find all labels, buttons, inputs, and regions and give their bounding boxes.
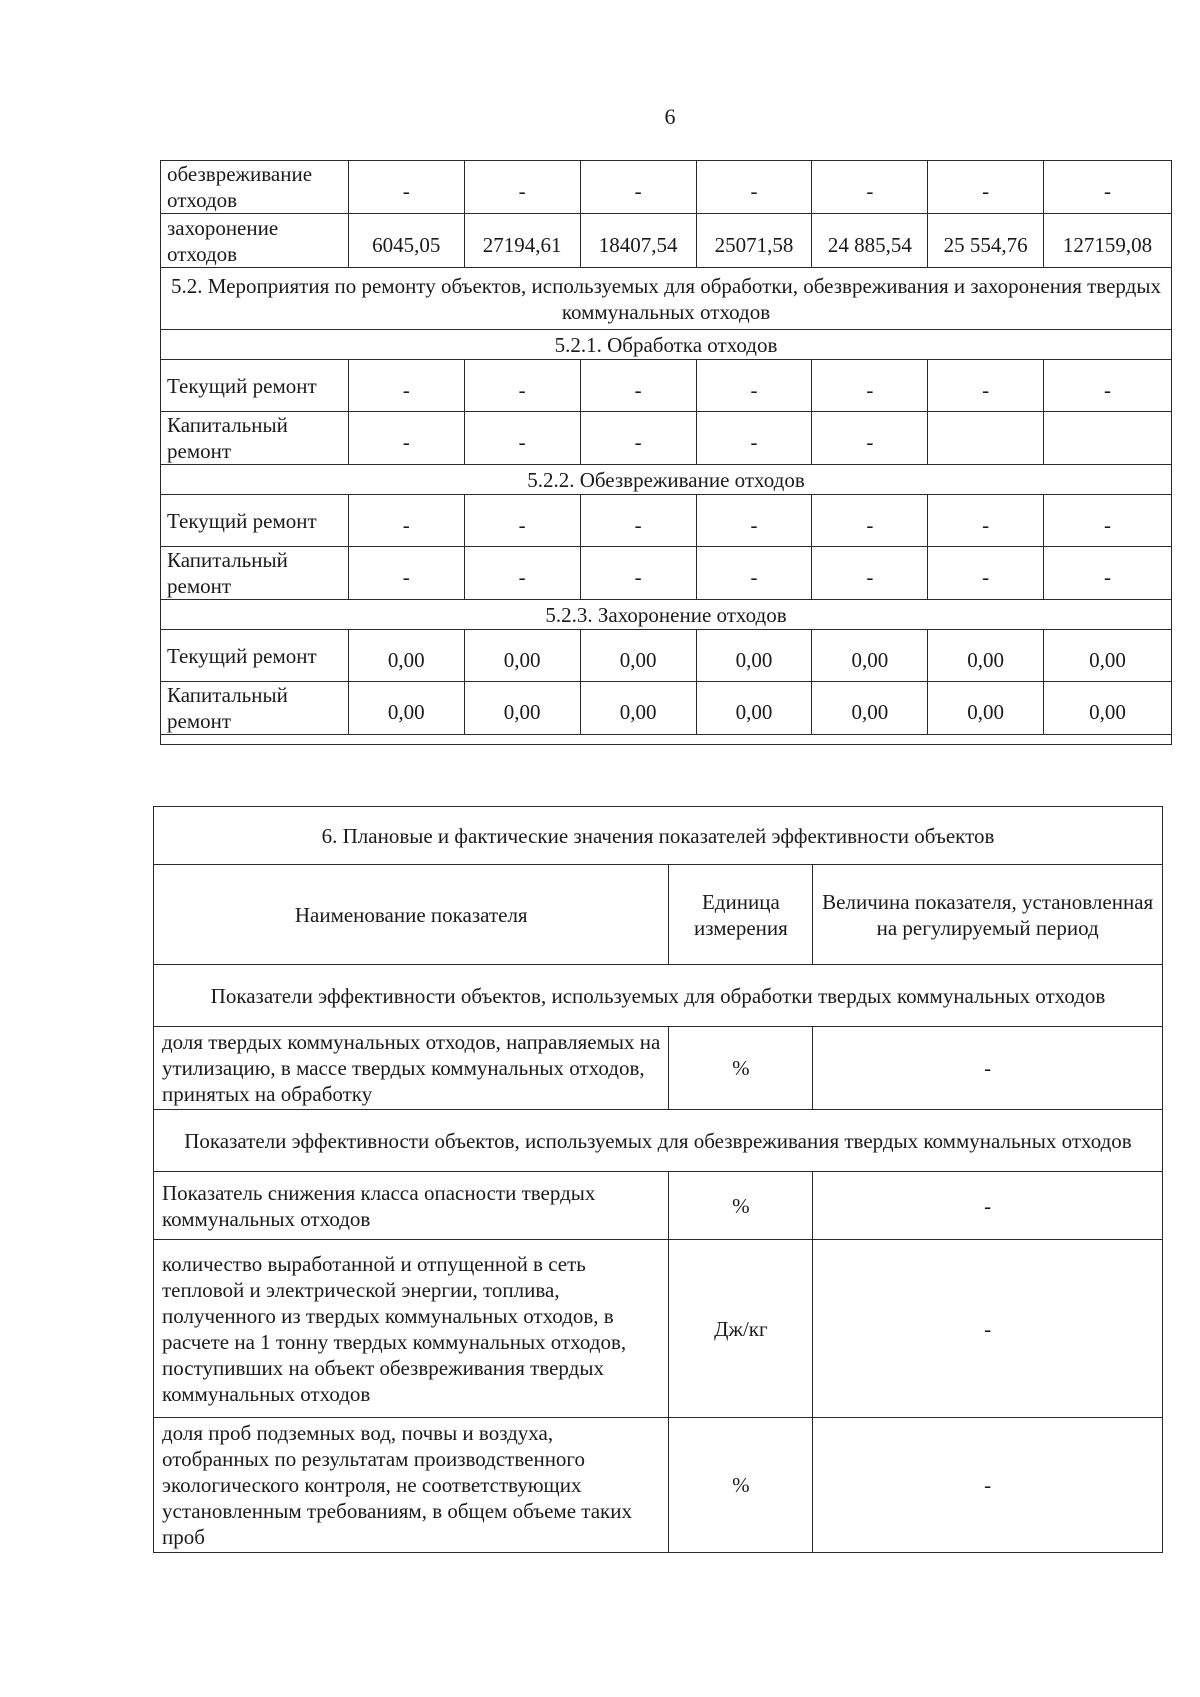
section-title: 5.2.2. Обезвреживание отходов bbox=[161, 465, 1172, 495]
value-cell: 0,00 bbox=[464, 682, 580, 735]
value-cell bbox=[1044, 412, 1172, 465]
value-cell: - bbox=[580, 547, 696, 600]
value-cell: - bbox=[928, 547, 1044, 600]
section-title: 5.2.1. Обработка отходов bbox=[161, 330, 1172, 360]
value-cell: - bbox=[928, 360, 1044, 412]
value-cell: - bbox=[348, 412, 464, 465]
value-cell: - bbox=[696, 495, 812, 547]
value-cell: - bbox=[348, 547, 464, 600]
indicator-row bbox=[154, 1418, 1163, 1553]
value-cell: - bbox=[928, 495, 1044, 547]
value-cell: 24 885,54 bbox=[812, 214, 928, 268]
indicator-row bbox=[154, 1240, 1163, 1418]
value-cell: - bbox=[696, 360, 812, 412]
value-cell: - bbox=[464, 360, 580, 412]
value-cell: - bbox=[580, 412, 696, 465]
indicator-unit: % bbox=[669, 1172, 813, 1240]
group-title: Показатели эффективности объектов, используемых для обезвреживания твердых коммунальных отходов bbox=[154, 1110, 1163, 1172]
indicator-row bbox=[154, 1172, 1163, 1240]
value-cell: 0,00 bbox=[928, 630, 1044, 682]
section-6-heading bbox=[154, 807, 1163, 865]
spacer-row bbox=[161, 735, 1172, 745]
repair-row bbox=[161, 360, 1172, 412]
value-cell: - bbox=[1044, 360, 1172, 412]
row-label: Капитальный ремонт bbox=[161, 547, 349, 600]
repair-row bbox=[161, 630, 1172, 682]
value-cell: - bbox=[464, 412, 580, 465]
subsection-heading bbox=[161, 330, 1172, 360]
repair-measures-table bbox=[160, 160, 1172, 745]
indicator-name: доля проб подземных вод, почвы и воздуха, отобранных по результатам производственного экологического контроля, не соответствующих установленным требованиям, в общем объеме таких проб bbox=[154, 1418, 669, 1553]
header-name: Наименование показателя bbox=[154, 865, 669, 965]
indicator-row bbox=[154, 1027, 1163, 1110]
value-cell: 6045,05 bbox=[348, 214, 464, 268]
efficiency-indicators-table bbox=[153, 806, 1163, 1553]
value-cell: 18407,54 bbox=[580, 214, 696, 268]
indicator-unit: % bbox=[669, 1418, 813, 1553]
value-cell: 27194,61 bbox=[464, 214, 580, 268]
value-cell: 25071,58 bbox=[696, 214, 812, 268]
value-cell: 0,00 bbox=[1044, 630, 1172, 682]
value-cell: - bbox=[348, 495, 464, 547]
value-cell: - bbox=[348, 161, 464, 214]
indicator-unit: % bbox=[669, 1027, 813, 1110]
row-label: обезвреживание отходов bbox=[161, 161, 349, 214]
row-label: Капитальный ремонт bbox=[161, 412, 349, 465]
disposal-row bbox=[161, 214, 1172, 268]
value-cell: - bbox=[928, 161, 1044, 214]
value-cell: 127159,08 bbox=[1044, 214, 1172, 268]
value-cell: - bbox=[580, 161, 696, 214]
value-cell: - bbox=[464, 161, 580, 214]
section-5-2-heading bbox=[161, 268, 1172, 330]
subsection-heading bbox=[161, 465, 1172, 495]
value-cell: - bbox=[348, 360, 464, 412]
value-cell: 0,00 bbox=[464, 630, 580, 682]
row-label: Текущий ремонт bbox=[161, 360, 349, 412]
indicator-name: доля твердых коммунальных отходов, направляемых на утилизацию, в массе твердых коммунальных отходов, принятых на обработку bbox=[154, 1027, 669, 1110]
value-cell: - bbox=[580, 495, 696, 547]
value-cell: - bbox=[812, 161, 928, 214]
value-cell: - bbox=[1044, 161, 1172, 214]
value-cell: 0,00 bbox=[696, 630, 812, 682]
row-label: захоронение отходов bbox=[161, 214, 349, 268]
value-cell: 0,00 bbox=[1044, 682, 1172, 735]
value-cell: - bbox=[812, 495, 928, 547]
value-cell: - bbox=[696, 412, 812, 465]
value-cell: - bbox=[580, 360, 696, 412]
indicator-value: - bbox=[813, 1240, 1163, 1418]
value-cell: - bbox=[1044, 547, 1172, 600]
disposal-row bbox=[161, 161, 1172, 214]
section-6-title: 6. Плановые и фактические значения показателей эффективности объектов bbox=[154, 807, 1163, 865]
group-heading bbox=[154, 1110, 1163, 1172]
indicator-unit: Дж/кг bbox=[669, 1240, 813, 1418]
value-cell: 0,00 bbox=[580, 682, 696, 735]
indicator-name: Показатель снижения класса опасности твердых коммунальных отходов bbox=[154, 1172, 669, 1240]
row-label: Текущий ремонт bbox=[161, 495, 349, 547]
repair-row bbox=[161, 547, 1172, 600]
repair-row bbox=[161, 682, 1172, 735]
header-unit: Единица измерения bbox=[669, 865, 813, 965]
value-cell: 25 554,76 bbox=[928, 214, 1044, 268]
value-cell: 0,00 bbox=[812, 682, 928, 735]
value-cell: - bbox=[464, 495, 580, 547]
value-cell: 0,00 bbox=[348, 630, 464, 682]
section-title: 5.2.3. Захоронение отходов bbox=[161, 600, 1172, 630]
value-cell: 0,00 bbox=[348, 682, 464, 735]
indicator-value: - bbox=[813, 1172, 1163, 1240]
value-cell: - bbox=[696, 161, 812, 214]
value-cell: - bbox=[812, 547, 928, 600]
subsection-heading bbox=[161, 600, 1172, 630]
header-value: Величина показателя, установленная на регулируемый период bbox=[813, 865, 1163, 965]
value-cell: 0,00 bbox=[580, 630, 696, 682]
value-cell bbox=[928, 412, 1044, 465]
repair-row bbox=[161, 412, 1172, 465]
value-cell: - bbox=[812, 412, 928, 465]
header-row bbox=[154, 865, 1163, 965]
row-label: Текущий ремонт bbox=[161, 630, 349, 682]
value-cell: 0,00 bbox=[696, 682, 812, 735]
section-title: 5.2. Мероприятия по ремонту объектов, используемых для обработки, обезвреживания и захоронения твердых коммунальных отходов bbox=[161, 268, 1172, 330]
indicator-value: - bbox=[813, 1027, 1163, 1110]
value-cell: - bbox=[464, 547, 580, 600]
value-cell: 0,00 bbox=[928, 682, 1044, 735]
group-title: Показатели эффективности объектов, используемых для обработки твердых коммунальных отходов bbox=[154, 965, 1163, 1027]
indicator-value: - bbox=[813, 1418, 1163, 1553]
value-cell: - bbox=[812, 360, 928, 412]
indicator-name: количество выработанной и отпущенной в сеть тепловой и электрической энергии, топлива, полученного из твердых коммунальных отходов, в расчете на 1 тонну твердых коммунальных отходов, поступивших на объект обезвреживания твердых коммунальных отходов bbox=[154, 1240, 669, 1418]
repair-row bbox=[161, 495, 1172, 547]
spacer-cell bbox=[161, 735, 1172, 745]
row-label: Капитальный ремонт bbox=[161, 682, 349, 735]
group-heading bbox=[154, 965, 1163, 1027]
value-cell: - bbox=[1044, 495, 1172, 547]
page-number: 6 bbox=[664, 104, 676, 129]
value-cell: - bbox=[696, 547, 812, 600]
value-cell: 0,00 bbox=[812, 630, 928, 682]
